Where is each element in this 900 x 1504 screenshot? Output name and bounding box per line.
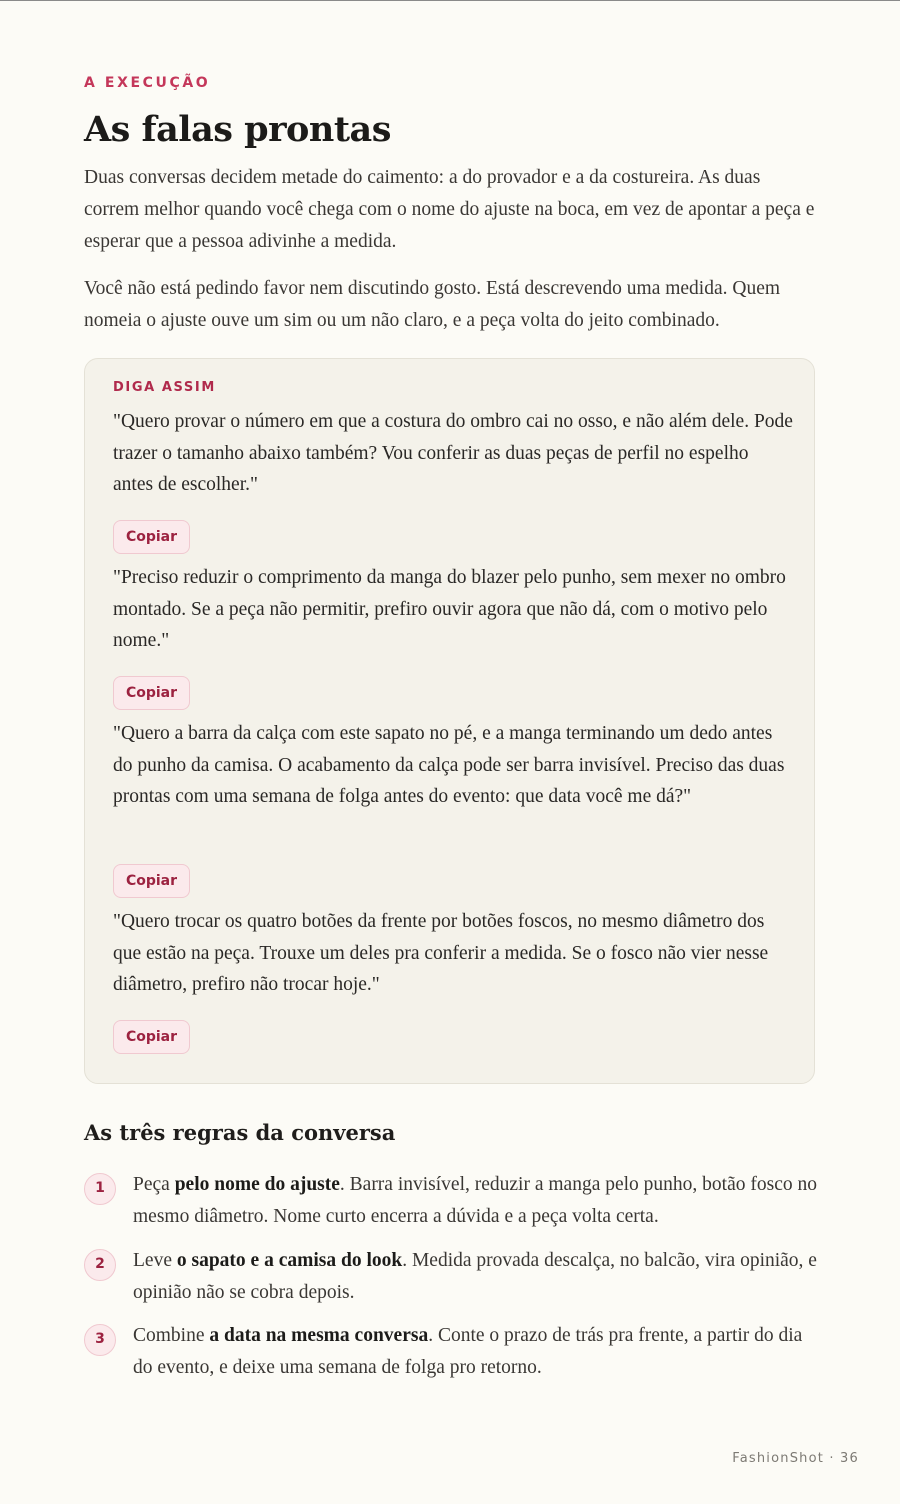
copy-button-1[interactable]: Copiar [113,520,190,554]
script-box [84,358,815,1084]
rule-text [133,1320,817,1383]
copy-button-4[interactable]: Copiar [113,1020,190,1054]
rule-text-bold: o sapato e a camisa do look [176,1250,403,1271]
intro-paragraph-1: Duas conversas decidem metade do caimento: a do provador e a da costureira. As duas correm melhor quando você chega com o nome do ajuste na boca, em vez de apontar a peça e esperar que a pessoa adivinhe a medida. [84,167,815,252]
script-quote-1: "Quero provar o número em que a costura do ombro cai no osso, e não além dele. Pode trazer o tamanho abaixo também? Vou conferir as duas peças de perfil no espelho antes de escolher." [113,411,793,495]
rules-title: As três regras da conversa [84,1120,396,1145]
page-number: 36 [840,1451,859,1466]
script-quote-4: "Quero trocar os quatro botões da frente por botões foscos, no mesmo diâmetro dos que estão na peça. Trouxe um deles pra conferir a medida. Se o fosco não vier nesse diâmetro, prefiro não trocar hoje." [113,911,769,995]
rule-text-rest: . Conte o prazo de trás pra frente, a partir do dia do evento, e deixe uma semana de folga pro retorno. [133,1325,803,1378]
copy-button-3[interactable]: Copiar [113,864,190,898]
rule-number-badge: 2 [84,1249,116,1281]
rule-text-bold: a data na mesma conversa [209,1325,429,1346]
footer-brand: FashionShot [732,1451,825,1466]
page-footer [732,1451,859,1466]
section-eyebrow: A EXECUÇÃO [84,75,211,91]
rule-text [133,1245,817,1308]
rule-text-lead: Leve [133,1250,177,1271]
copy-button-2[interactable]: Copiar [113,676,190,710]
script-box-label: DIGA ASSIM [113,380,216,395]
footer-separator: · [824,1451,841,1466]
script-quote-2: "Preciso reduzir o comprimento da manga do blazer pelo punho, sem mexer no ombro montado. Se a peça não permitir, prefiro ouvir agora que não dá, com o motivo pelo nome." [113,567,786,651]
rule-text-rest: . Barra invisível, reduzir a manga pelo punho, botão fosco no mesmo diâmetro. Nome curto encerra a dúvida e a peça volta certa. [133,1174,817,1227]
rule-number-badge: 1 [84,1173,116,1205]
intro-paragraph-2: Você não está pedindo favor nem discutindo gosto. Está descrevendo uma medida. Quem nomeia o ajuste ouve um sim ou um não claro, e a peça volta do jeito combinado. [84,278,781,331]
rule-text-rest: . Medida provada descalça, no balcão, vira opinião, e opinião não se cobra depois. [133,1250,817,1303]
script-quote-3: "Quero a barra da calça com este sapato no pé, e a manga terminando um dedo antes do punho da camisa. O acabamento da calça pode ser barra invisível. Preciso das duas prontas com uma semana de folga antes do evento: que data você me dá?" [113,723,785,807]
page-title: As falas prontas [84,109,391,150]
rule-number-badge: 3 [84,1324,116,1356]
rule-text-lead: Peça [133,1174,175,1195]
rule-text [133,1169,817,1232]
rule-text-lead: Combine [133,1325,210,1346]
rule-text-bold: pelo nome do ajuste [174,1174,340,1195]
